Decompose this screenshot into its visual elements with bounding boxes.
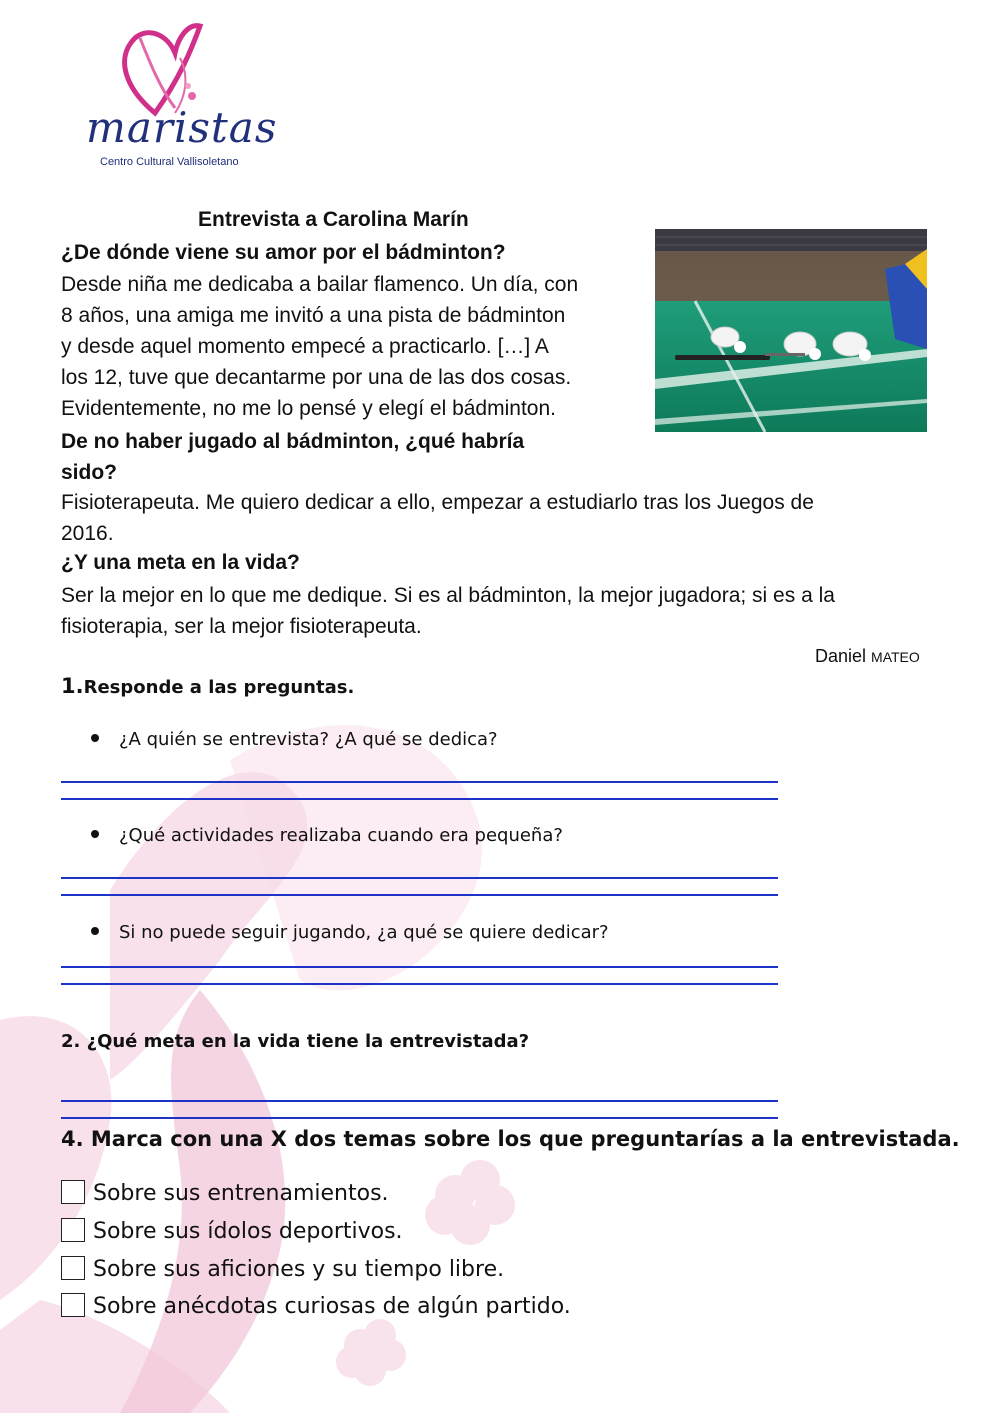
author bbox=[815, 646, 920, 667]
checkbox[interactable] bbox=[61, 1256, 85, 1280]
answer-1-line: Desde niña me dedicaba a bailar flamenco. Un día, con bbox=[61, 273, 579, 296]
exercise-1-heading bbox=[61, 674, 354, 698]
answer-line[interactable] bbox=[61, 798, 778, 800]
answer-3-line: fisioterapia, ser la mejor fisioterapeuta. bbox=[61, 615, 422, 638]
exercise-1-title: Responde a las preguntas. bbox=[83, 677, 355, 698]
option-row[interactable] bbox=[61, 1294, 571, 1319]
logo-wordmark: maristas bbox=[86, 103, 278, 152]
option-row[interactable] bbox=[61, 1219, 403, 1244]
question-2-line: sido? bbox=[61, 461, 117, 484]
exercise-2-heading: 2. ¿Qué meta en la vida tiene la entrevistada? bbox=[61, 1031, 530, 1052]
logo-subtitle: Centro Cultural Vallisoletano bbox=[100, 156, 239, 168]
answer-1-line: los 12, tuve que decantarme por una de las dos cosas. bbox=[61, 366, 572, 389]
bullet-icon bbox=[91, 734, 99, 742]
answer-2 bbox=[61, 487, 814, 549]
option-label: Sobre anécdotas curiosas de algún partido. bbox=[93, 1294, 571, 1319]
answer-1-line: Evidentemente, no me lo pensé y elegí el bádminton. bbox=[61, 397, 556, 420]
answer-3 bbox=[61, 580, 835, 642]
exercise-1-question bbox=[91, 729, 498, 750]
bullet-icon bbox=[91, 830, 99, 838]
author-first-name: Daniel bbox=[815, 646, 867, 666]
exercise-4-heading: 4. Marca con una X dos temas sobre los que preguntarías a la entrevistada. bbox=[61, 1127, 960, 1151]
answer-2-line: Fisioterapeuta. Me quiero dedicar a ello, empezar a estudiarlo tras los Juegos de bbox=[61, 491, 814, 514]
answer-line[interactable] bbox=[61, 1100, 778, 1102]
option-label: Sobre sus aficiones y su tiempo libre. bbox=[93, 1257, 505, 1282]
article-title: Entrevista a Carolina Marín bbox=[198, 208, 469, 231]
answer-line[interactable] bbox=[61, 894, 778, 896]
answer-1 bbox=[61, 269, 578, 424]
exercise-1-question bbox=[91, 922, 609, 943]
author-last-name: MATEO bbox=[871, 649, 920, 665]
checkbox[interactable] bbox=[61, 1218, 85, 1242]
answer-line[interactable] bbox=[61, 966, 778, 968]
bullet-icon bbox=[91, 927, 99, 935]
answer-1-line: 8 años, una amiga me invitó a una pista de bádminton bbox=[61, 304, 566, 327]
heart-logo-icon bbox=[80, 18, 270, 178]
question-1: ¿De dónde viene su amor por el bádminton? bbox=[61, 241, 506, 264]
answer-line[interactable] bbox=[61, 877, 778, 879]
exercise-1-question-text: Si no puede seguir jugando, ¿a qué se quiere dedicar? bbox=[119, 922, 609, 943]
answer-line[interactable] bbox=[61, 1117, 778, 1119]
answer-2-line: 2016. bbox=[61, 522, 114, 545]
question-2 bbox=[61, 426, 524, 488]
exercise-1-number: 1. bbox=[61, 674, 84, 698]
option-label: Sobre sus ídolos deportivos. bbox=[93, 1219, 403, 1244]
option-row[interactable] bbox=[61, 1181, 389, 1206]
answer-1-line: y desde aquel momento empecé a practicarlo. […] A bbox=[61, 335, 549, 358]
answer-line[interactable] bbox=[61, 781, 778, 783]
checkbox[interactable] bbox=[61, 1293, 85, 1317]
option-label: Sobre sus entrenamientos. bbox=[93, 1181, 389, 1206]
question-2-line: De no haber jugado al bádminton, ¿qué habría bbox=[61, 430, 525, 453]
exercise-1-question-text: ¿A quién se entrevista? ¿A qué se dedica? bbox=[119, 729, 498, 750]
checkbox[interactable] bbox=[61, 1180, 85, 1204]
exercise-1-question bbox=[91, 825, 563, 846]
question-3: ¿Y una meta en la vida? bbox=[61, 551, 300, 574]
option-row[interactable] bbox=[61, 1257, 504, 1282]
answer-3-line: Ser la mejor en lo que me dedique. Si es al bádminton, la mejor jugadora; si es a la bbox=[61, 584, 835, 607]
badminton-court-photo bbox=[655, 229, 927, 432]
exercise-1-question-text: ¿Qué actividades realizaba cuando era pequeña? bbox=[119, 825, 563, 846]
answer-line[interactable] bbox=[61, 983, 778, 985]
